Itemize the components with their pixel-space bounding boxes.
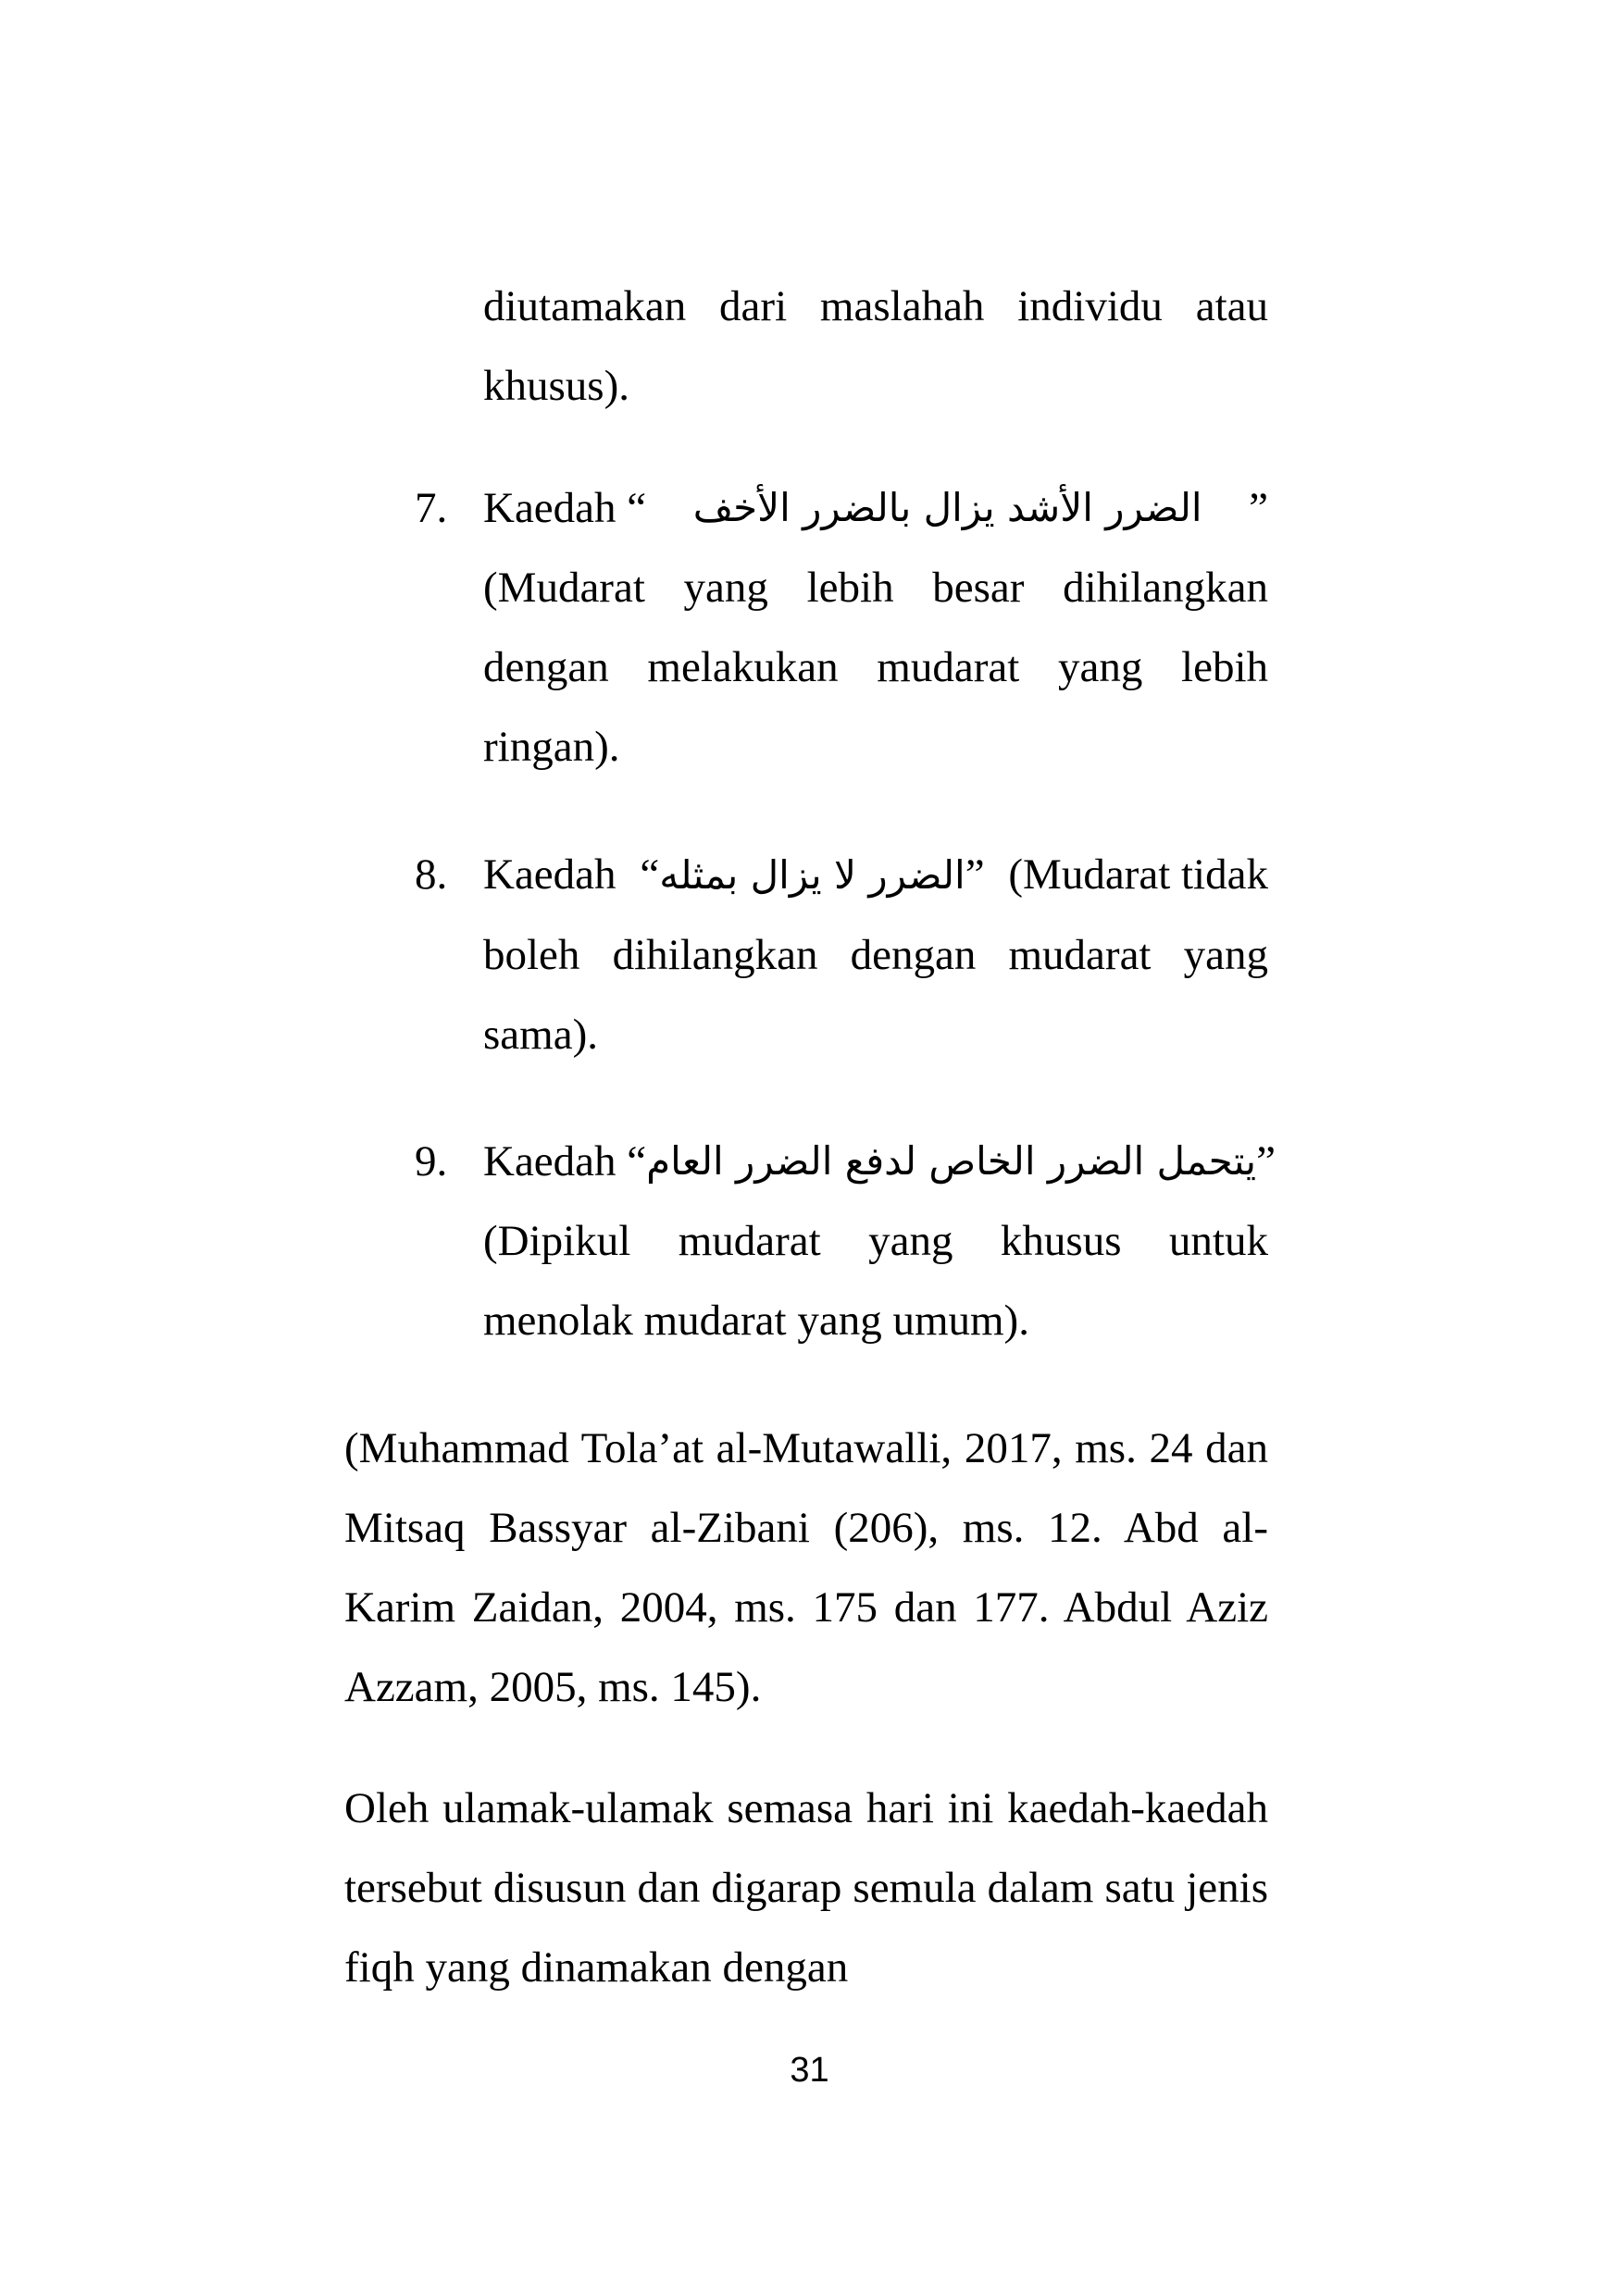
open-quote: “ <box>627 484 647 532</box>
list-item-body <box>483 835 1268 1074</box>
body-paragraph: Oleh ulamak-ulamak semasa hari ini kaedah-kaedah tersebut disusun dan digarap semula dalam satu jenis fiqh yang dinamakan dengan <box>344 1784 1268 1992</box>
list-item-body <box>483 1122 1276 1360</box>
list-item-first-line <box>483 835 1268 915</box>
maxim-translation: boleh dihilangkan dengan mudarat yang sama). <box>483 931 1268 1059</box>
list-number: 8. <box>415 850 448 899</box>
close-quote: ” <box>965 850 985 899</box>
kaedah-label: Kaedah <box>483 850 616 899</box>
kaedah-label: Kaedah <box>483 484 616 532</box>
translation-start: (Mudarat tidak <box>1008 850 1268 899</box>
arabic-maxim: يتحمل الضرر الخاص لدفع الضرر العام <box>646 1138 1257 1184</box>
kaedah-label: Kaedah <box>483 1137 616 1185</box>
maxim-translation: (Mudarat yang lebih besar dihilangkan dengan melakukan mudarat yang lebih ringan). <box>483 564 1268 771</box>
list-item-body <box>483 468 1268 787</box>
list-item-first-line <box>483 1122 1276 1201</box>
close-quote: ” <box>1256 1137 1276 1185</box>
arabic-maxim: الضرر لا يزال بمثله <box>659 852 965 898</box>
list-number: 9. <box>415 1137 448 1185</box>
arabic-maxim: الضرر الأشد يزال بالضرر الأخف <box>692 485 1202 530</box>
citation-paragraph: (Muhammad Tola’at al-Mutawalli, 2017, ms. 24 dan Mitsaq Bassyar al-Zibani (206), ms. 12. Abd al-Karim Zaidan, 2004, ms. 175 dan 177. Abdul Aziz Azzam, 2005, ms. 145). <box>344 1424 1268 1711</box>
list-number: 7. <box>415 484 448 532</box>
open-quote: “ <box>640 850 660 899</box>
continuation-text: diutamakan dari maslahah individu atau khusus). <box>483 282 1268 410</box>
page-number: 31 <box>790 2051 829 2090</box>
continuation-paragraph <box>483 267 1268 426</box>
maxim-translation: (Dipikul mudarat yang khusus untuk menolak mudarat yang umum). <box>483 1217 1268 1345</box>
list-item-first-line <box>483 468 1268 548</box>
open-quote: “ <box>627 1137 647 1185</box>
close-quote: ” <box>1249 484 1268 532</box>
